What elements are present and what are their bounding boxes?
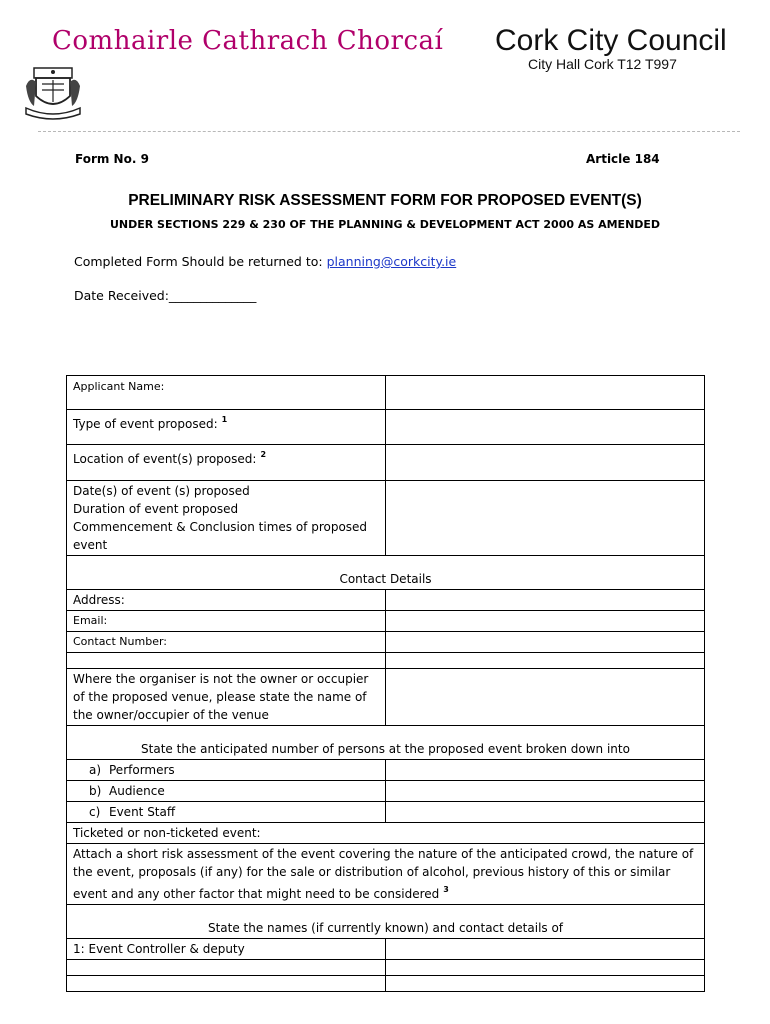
footnote-1: 1 — [221, 415, 228, 424]
event-type-label: Type of event proposed: $^1$ — [67, 410, 386, 445]
blank-row-label — [67, 653, 386, 669]
form-number: Form No. 9 — [75, 152, 149, 166]
ticketed-row: Ticketed or non-ticketed event: — [67, 823, 705, 844]
council-address: City Hall Cork T12 T997 — [528, 56, 677, 72]
return-text: Completed Form Should be returned to: — [74, 254, 327, 269]
risk-assessment-row: Attach a short risk assessment of the event covering the nature of the anticipated crowd, the nature of the event, proposals (if any) for the sale or distribution of alcohol, previous history of this or similar event and any other factor that might need to be considered $^3$ — [67, 844, 705, 905]
footnote-3: 3 — [443, 885, 449, 894]
event-form-table — [66, 375, 705, 992]
audience-label: b) Audience — [67, 781, 386, 802]
form-title: PRELIMINARY RISK ASSESSMENT FORM FOR PROPOSED EVENT(S) — [128, 192, 642, 209]
return-instruction — [74, 254, 456, 269]
controller-blank-label-2 — [67, 976, 386, 992]
event-location-label: Location of event(s) proposed: $^2$ — [67, 445, 386, 481]
controller-blank-field-1[interactable] — [386, 960, 705, 976]
contact-details-header: Contact Details — [67, 556, 705, 590]
persons-header: State the anticipated number of persons at the proposed event broken down into — [67, 726, 705, 760]
form-subtitle: UNDER SECTIONS 229 & 230 OF THE PLANNING & DEVELOPMENT ACT 2000 AS AMENDED — [109, 218, 661, 231]
council-english-name: Cork City Council — [495, 24, 727, 57]
date-received: Date Received:______________ — [74, 288, 257, 303]
names-header: State the names (if currently known) and contact details of — [67, 905, 705, 939]
event-controller-label: 1: Event Controller & deputy — [67, 939, 386, 960]
controller-blank-label-1 — [67, 960, 386, 976]
blank-row-field[interactable] — [386, 653, 705, 669]
address-field[interactable] — [386, 590, 705, 611]
event-dates-label: Date(s) of event (s) proposed Duration of event proposed Commencement & Conclusion times of proposed event — [67, 481, 386, 556]
owner-occupier-field[interactable] — [386, 669, 705, 726]
event-staff-field[interactable] — [386, 802, 705, 823]
performers-field[interactable] — [386, 760, 705, 781]
event-controller-field[interactable] — [386, 939, 705, 960]
header-divider — [38, 131, 740, 132]
return-email-link[interactable]: planning@corkcity.ie — [326, 254, 457, 269]
footnote-2: 2 — [260, 450, 267, 459]
address-label: Address: — [67, 590, 386, 611]
contact-number-label: Contact Number: — [67, 632, 386, 653]
event-dates-field[interactable] — [386, 481, 705, 556]
event-type-field[interactable] — [386, 410, 705, 445]
event-staff-label: c) Event Staff — [67, 802, 386, 823]
email-field[interactable] — [386, 611, 705, 632]
applicant-name-label: Applicant Name: — [67, 376, 386, 410]
performers-label: a) Performers — [67, 760, 386, 781]
controller-blank-field-2[interactable] — [386, 976, 705, 992]
event-location-field[interactable] — [386, 445, 705, 481]
city-crest-icon — [22, 62, 84, 124]
email-label: Email: — [67, 611, 386, 632]
contact-number-field[interactable] — [386, 632, 705, 653]
owner-occupier-label: Where the organiser is not the owner or occupier of the proposed venue, please state the name of the owner/occupier of the venue — [67, 669, 386, 726]
council-irish-name: Comhairle Cathrach Chorcaí — [52, 26, 444, 56]
applicant-name-field[interactable] — [386, 376, 705, 410]
audience-field[interactable] — [386, 781, 705, 802]
form-article: Article 184 — [586, 152, 660, 166]
